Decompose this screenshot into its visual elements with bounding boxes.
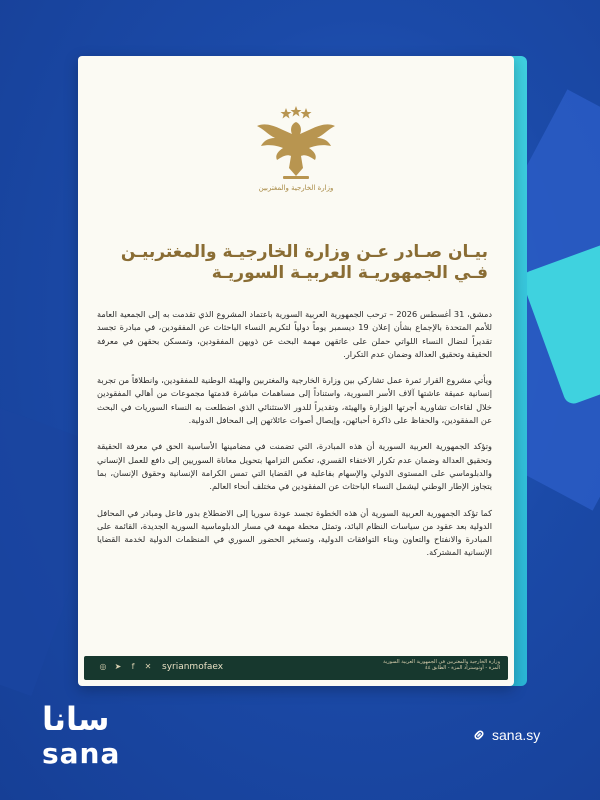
statement-title: بيـان صـادر عـن وزارة الخارجيـة والمغتربيـن فـي الجمهوريـة العربيـة السوريـة: [120, 242, 488, 283]
footer-meta-line: المزة - أوتوستراد المزة - الطابق ٤٤: [425, 665, 500, 671]
paragraph: دمشق، 31 أغسطس 2026 – ترحب الجمهورية العربية السورية باعتماد المشروع الذي تقدمت به إلى الجمعية العامة للأمم المتحدة بالإجماع بشأن إعلان 19 ديسمبر يوماً دولياً لتكريم النساء الباحثات عن المفقودين، في مبادرة تجسد تقديراً لنضال النساء اللواتي حملن على عاتقهن مهمة البحث عن ذويهن المفقودين، وتمسكن بحقهن في معرفة الحقيقة وتحقيق العدالة وضمان عدم التكرار.: [97, 309, 492, 359]
paragraph: وتؤكد الجمهورية العربية السورية أن هذه المبادرة، التي تضمنت في مضامينها الأساسية الحق في معرفة الحقيقة وتحقيق العدالة وضمان عدم تكرار الاختفاء القسري، تعكس التزامها بتحويل معاناة السوريين إلى دافع للعمل الإنساني والدبلوماسي على المستوى الدولي والإسهام بفاعلية في القضايا التي تمس الكرامة الإنسانية وحقوق الإنسان، بما يتجاوز الإطار الوطني ليشمل النساء الباحثات عن المفقودين في مختلف أنحاء العالم.: [97, 441, 492, 492]
footer-meta-line: وزارة الخارجية والمغتربين في الجمهورية العربية السورية: [383, 659, 500, 665]
instagram-icon[interactable]: ◎: [99, 662, 107, 671]
website-url[interactable]: sana.sy: [492, 727, 541, 743]
sana-arabic-wordmark: سانا: [42, 700, 110, 738]
footer-meta: [350, 659, 500, 671]
paragraph: ويأتي مشروع القرار ثمرة عمل تشاركي بين وزارة الخارجية والمغتربين والهيئة الوطنية للمفقودين، وانطلاقاً من تجربة إنسانية عميقة عاشتها آلاف الأسر السورية، واستناداً إلى مساهمات مباشرة قدمتها مجموعات من أهالي المفقودين خلال لقاءات تشاورية أجرتها الوزارة والهيئة، وتقديراً للدور الاستثنائي الذي اضطلعت به النساء السوريات في البحث عن المفقودين، والحفاظ على ذاكرة أحبائهن، وإيصال أصوات عائلاتهن إلى المحافل الدولية.: [97, 375, 492, 426]
sana-logo: [42, 700, 162, 780]
social-handle: syrianmofaex: [162, 662, 224, 672]
ministry-logo-text: وزارة الخارجية والمغتربين: [258, 184, 334, 192]
telegram-icon[interactable]: ➤: [114, 662, 122, 671]
x-icon[interactable]: ✕: [144, 662, 152, 671]
paragraph: كما تؤكد الجمهورية العربية السورية أن هذه الخطوة تجسد عودة سوريا إلى الاضطلاع بدور فاعل ومبادر في المحافل الدولية بعد عقود من سياسات النظام البائد، وتمثل محطة مهمة في مسار الدبلوماسية السورية الجديدة، القائمة على المبادرة والانفتاح والتعاون وبناء التوافقات الدولية، وتسخير الحضور السوري في المنظمات الدولية لخدمة القضايا الإنسانية المشتركة.: [97, 507, 492, 558]
link-icon: [472, 728, 486, 742]
sana-latin-wordmark: sana: [42, 737, 121, 770]
letter-footer: [84, 656, 508, 680]
facebook-icon[interactable]: f: [131, 662, 135, 671]
statement-letter: [78, 56, 514, 686]
eagle-emblem-icon: [253, 104, 339, 184]
statement-body: [97, 308, 492, 573]
social-icons: [98, 662, 153, 672]
website-link[interactable]: [472, 727, 540, 743]
